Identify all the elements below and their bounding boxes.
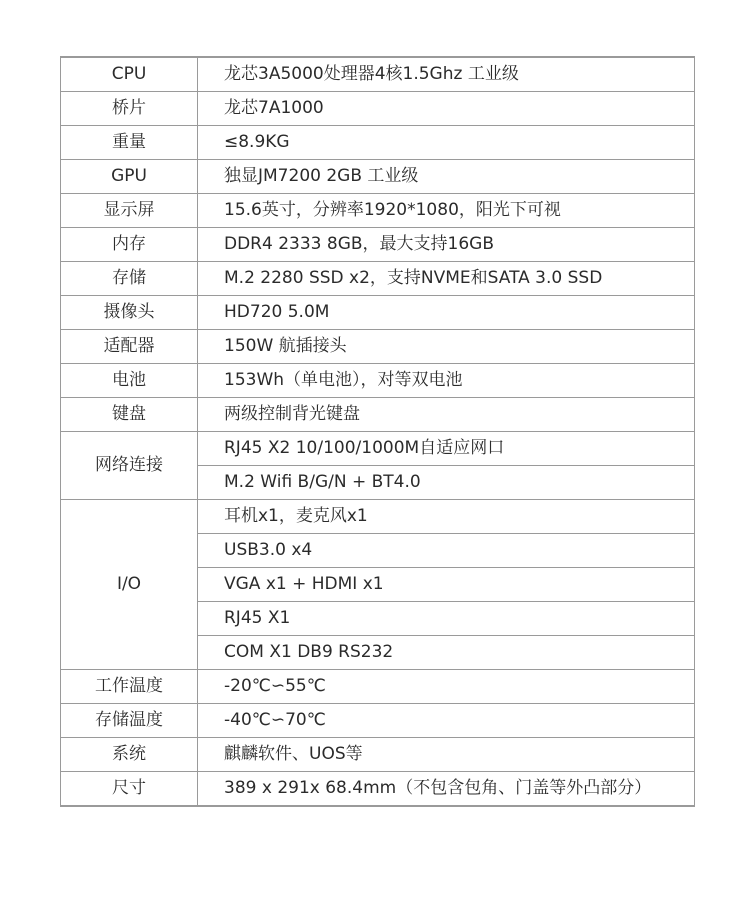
spec-label: 重量	[61, 126, 198, 160]
spec-value: 耳机x1，麦克风x1	[198, 500, 695, 534]
spec-label: 存储	[61, 262, 198, 296]
spec-label: 系统	[61, 738, 198, 772]
spec-label: 网络连接	[61, 432, 198, 500]
spec-value: 150W 航插接头	[198, 330, 695, 364]
table-row	[61, 364, 695, 398]
spec-label: 存储温度	[61, 704, 198, 738]
spec-label: 桥片	[61, 92, 198, 126]
table-row	[61, 296, 695, 330]
spec-label: 适配器	[61, 330, 198, 364]
table-row	[61, 432, 695, 466]
table-row	[61, 228, 695, 262]
spec-value: COM X1 DB9 RS232	[198, 636, 695, 670]
spec-value: USB3.0 x4	[198, 534, 695, 568]
spec-value: HD720 5.0M	[198, 296, 695, 330]
table-row	[61, 92, 695, 126]
spec-value: RJ45 X2 10/100/1000M自适应网口	[198, 432, 695, 466]
spec-value: 麒麟软件、UOS等	[198, 738, 695, 772]
spec-label: 电池	[61, 364, 198, 398]
table-row	[61, 262, 695, 296]
spec-label: I/O	[61, 500, 198, 670]
spec-value: ≤8.9KG	[198, 126, 695, 160]
table-row	[61, 670, 695, 704]
spec-label: 键盘	[61, 398, 198, 432]
spec-value: 龙芯3A5000处理器4核1.5Ghz 工业级	[198, 57, 695, 92]
table-row	[61, 330, 695, 364]
spec-value: M.2 2280 SSD x2，支持NVME和SATA 3.0 SSD	[198, 262, 695, 296]
table-row	[61, 738, 695, 772]
spec-value: DDR4 2333 8GB，最大支持16GB	[198, 228, 695, 262]
spec-label: 工作温度	[61, 670, 198, 704]
spec-value: -20℃∽55℃	[198, 670, 695, 704]
table-row	[61, 57, 695, 92]
spec-table	[60, 56, 695, 807]
spec-label: 摄像头	[61, 296, 198, 330]
table-row	[61, 160, 695, 194]
spec-value: M.2 Wifi B/G/N + BT4.0	[198, 466, 695, 500]
table-row	[61, 126, 695, 160]
spec-value: RJ45 X1	[198, 602, 695, 636]
spec-label: CPU	[61, 57, 198, 92]
spec-value: -40℃∽70℃	[198, 704, 695, 738]
table-row	[61, 772, 695, 807]
spec-value: 两级控制背光键盘	[198, 398, 695, 432]
spec-value: 153Wh（单电池），对等双电池	[198, 364, 695, 398]
spec-label: GPU	[61, 160, 198, 194]
spec-value: 独显JM7200 2GB 工业级	[198, 160, 695, 194]
table-row	[61, 398, 695, 432]
table-row	[61, 500, 695, 534]
spec-value: 389 x 291x 68.4mm（不包含包角、门盖等外凸部分）	[198, 772, 695, 807]
table-row	[61, 704, 695, 738]
spec-value: 15.6英寸，分辨率1920*1080，阳光下可视	[198, 194, 695, 228]
spec-label: 尺寸	[61, 772, 198, 807]
spec-value: 龙芯7A1000	[198, 92, 695, 126]
spec-label: 显示屏	[61, 194, 198, 228]
table-row	[61, 194, 695, 228]
spec-value: VGA x1 + HDMI x1	[198, 568, 695, 602]
spec-label: 内存	[61, 228, 198, 262]
